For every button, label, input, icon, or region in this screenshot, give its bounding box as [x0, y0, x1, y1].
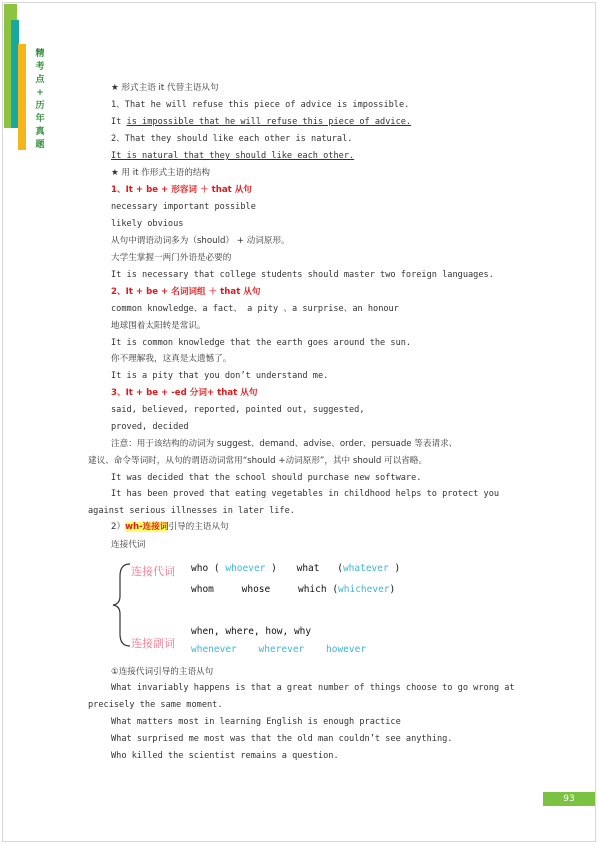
- example-sentence: It is a pity that you don’t understand me.: [111, 371, 329, 381]
- example-sentence: against serious illnesses in later life.: [88, 506, 295, 516]
- example-sentence: What matters most in learning English is enough practice: [111, 717, 401, 727]
- heading-it-structure: ★ 用 it 作形式主语的结构: [111, 168, 211, 178]
- chinese-example: 地球围着太阳转是常识。: [111, 321, 206, 331]
- highlighted-term: wh-连接词: [125, 522, 169, 532]
- text-run: (: [332, 584, 339, 595]
- subheading: ①连接代词引导的主语从句: [111, 667, 214, 677]
- text-run: 2）: [111, 522, 126, 532]
- text-run: whoever: [225, 563, 266, 574]
- pronoun-row: [191, 563, 400, 575]
- text-run: wherever: [258, 644, 305, 655]
- example-sentence: 1、That he will refuse this piece of advice is impossible.: [111, 100, 410, 110]
- example-sentence: [111, 116, 411, 128]
- example-sentence: precisely the same moment.: [88, 700, 223, 710]
- word-list: common knowledge、a fact、 a pity 、a surprise、an honour: [111, 304, 399, 314]
- text-run: 引导的主语从句: [168, 522, 229, 532]
- example-sentence: It has been proved that eating vegetables in childhood helps to protect you: [111, 489, 500, 499]
- text-run: whose: [241, 584, 271, 595]
- example-sentence: It is common knowledge that the earth goes around the sun.: [111, 338, 412, 348]
- text-run: ): [271, 563, 277, 574]
- pronoun-row: [191, 584, 395, 596]
- side-char: 精: [35, 49, 45, 59]
- side-char: 题: [35, 140, 45, 150]
- connective-pronoun-label: 连接代词: [131, 565, 175, 578]
- word-list: said, believed, reported, pointed out, suggested,: [111, 405, 365, 415]
- rule-heading: 2、It + be + 名词词组 ＋ that 从句: [111, 287, 261, 297]
- side-section-label: [34, 48, 46, 152]
- text-run: what: [296, 563, 320, 574]
- note-text: 从句中谓语动词多为（should） + 动词原形。: [111, 236, 290, 246]
- word-list: necessary important possible: [111, 202, 256, 212]
- side-char: 真: [35, 127, 45, 137]
- side-char: 考: [35, 62, 45, 72]
- word-list: likely obvious: [111, 219, 184, 229]
- connective-adverb-label: 连接副词: [131, 637, 175, 650]
- text-run: who (: [191, 563, 220, 574]
- word-list: proved, decided: [111, 422, 189, 432]
- text-run: which: [297, 584, 327, 595]
- section-heading: [111, 521, 229, 533]
- side-char: 点: [35, 75, 45, 85]
- adverb-row: [191, 644, 366, 656]
- chinese-example: 你不理解我，这真是太遗憾了。: [111, 354, 232, 364]
- note-text: 建议、命令等词时，从句的谓语动词常用“should +动词原形”，其中 should 可以省略。: [88, 456, 428, 466]
- side-char: 年: [35, 114, 45, 124]
- example-sentence: It was decided that the school should purchase new software.: [111, 473, 422, 483]
- text-run: ): [389, 584, 396, 595]
- page-number: 93: [543, 792, 595, 806]
- subheading: 连接代词: [111, 540, 146, 550]
- rule-heading: 1、It + be + 形容词 ＋ that 从句: [111, 185, 252, 195]
- text-run: whatever: [342, 563, 389, 574]
- example-sentence: Who killed the scientist remains a question.: [111, 751, 339, 761]
- side-char: +: [36, 88, 44, 98]
- text-run: whenever: [191, 644, 237, 655]
- rule-heading: 3、It + be + -ed 分词+ that 从句: [111, 388, 258, 398]
- example-sentence: What invariably happens is that a great number of things choose to go wrong at: [111, 683, 515, 693]
- example-sentence: It is natural that they should like each other.: [111, 151, 355, 161]
- side-char: 历: [35, 101, 45, 111]
- example-sentence: 2、That they should like each other is natural.: [111, 134, 353, 144]
- text-run: however: [326, 644, 367, 655]
- note-text: 注意：用于该结构的动词为 suggest、demand、advise、order、persuade 等表请求、: [111, 439, 458, 449]
- decor-bar-yellow: [18, 44, 26, 150]
- underlined-text: is impossible that he will refuse this piece of advice.: [126, 117, 412, 127]
- text-run: (: [337, 563, 343, 574]
- heading-formal-subject: ★ 形式主语 it 代替主语从句: [111, 83, 219, 93]
- adverb-row: when, where, how, why: [191, 626, 312, 637]
- text-run: whom: [191, 584, 214, 595]
- text-run: ): [394, 563, 401, 574]
- text-run: It: [111, 117, 127, 127]
- chinese-example: 大学生掌握一两门外语是必要的: [111, 253, 232, 263]
- text-run: whichever: [338, 584, 390, 595]
- example-sentence: It is necessary that college students should master two foreign languages.: [111, 270, 494, 280]
- example-sentence: What surprised me most was that the old man couldn’t see anything.: [111, 734, 453, 744]
